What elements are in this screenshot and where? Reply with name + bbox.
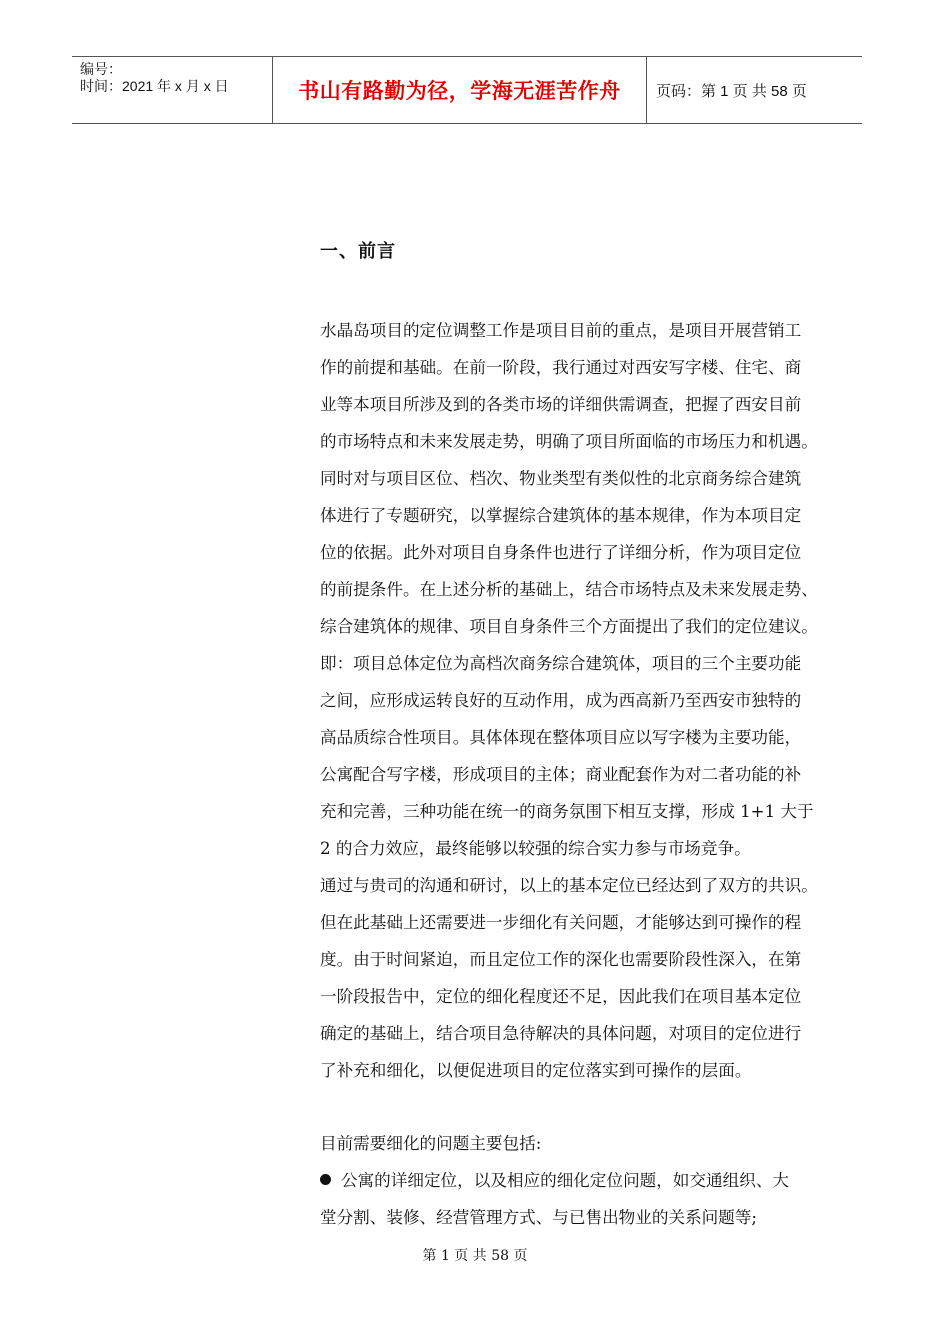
list-intro-text: 目前需要细化的问题主要包括: xyxy=(320,1134,542,1153)
paragraph-preface xyxy=(320,312,890,867)
document-time-label: 时间：2021 年 x 月 x 日 xyxy=(80,78,229,94)
bullet-icon xyxy=(320,1174,331,1185)
paragraph-line: 作的前提和基础。在前一阶段，我行通过对西安写字楼、住宅、商 xyxy=(320,358,802,377)
paragraph-line: 高品质综合性项目。具体体现在整体项目应以写字楼为主要功能， xyxy=(320,728,802,747)
paragraph-line: 通过与贵司的沟通和研讨，以上的基本定位已经达到了双方的共识。 xyxy=(320,876,818,895)
page-footer: 第 1 页 共 58 页 xyxy=(422,1248,528,1264)
paragraph-line: 但在此基础上还需要进一步细化有关问题，才能够达到可操作的程 xyxy=(320,913,802,932)
section-heading: 一、前言 xyxy=(320,241,396,262)
page-header xyxy=(72,56,862,124)
paragraph-line: 充和完善，三种功能在统一的商务氛围下相互支撑，形成 1+1 大于 xyxy=(320,802,814,821)
paragraph-line: 体进行了专题研究，以掌握综合建筑体的基本规律，作为本项目定 xyxy=(320,506,802,525)
list-intro xyxy=(320,1125,890,1236)
paragraph-line: 确定的基础上，结合项目急待解决的具体问题，对项目的定位进行 xyxy=(320,1024,802,1043)
paragraph-line: 公寓配合写字楼，形成项目的主体；商业配套作为对二者功能的补 xyxy=(320,765,802,784)
paragraph-line: 即：项目总体定位为高档次商务综合建筑体，项目的三个主要功能 xyxy=(320,654,802,673)
paragraph-line: 业等本项目所涉及到的各类市场的详细供需调查，把握了西安目前 xyxy=(320,395,802,414)
header-page-info: 页码：第 1 页 共 58 页 xyxy=(656,82,807,100)
paragraph-line: 的市场特点和未来发展走势，明确了项目所面临的市场压力和机遇。 xyxy=(320,432,818,451)
paragraph-line: 了补充和细化，以便促进项目的定位落实到可操作的层面。 xyxy=(320,1061,752,1080)
paragraph-line: 一阶段报告中，定位的细化程度还不足，因此我们在项目基本定位 xyxy=(320,987,802,1006)
list-item-continuation: 堂分割、装修、经营管理方式、与已售出物业的关系问题等; xyxy=(320,1208,758,1227)
document-body xyxy=(320,234,890,1236)
paragraph-line: 位的依据。此外对项目自身条件也进行了详细分析，作为项目定位 xyxy=(320,543,802,562)
header-meta-cell xyxy=(72,57,273,123)
paragraph-line: 水晶岛项目的定位调整工作是项目目前的重点，是项目开展营销工 xyxy=(320,321,802,340)
header-motto: 书山有路勤为径，学海无涯苦作舟 xyxy=(273,57,647,123)
paragraph-line: 的前提条件。在上述分析的基础上，结合市场特点及未来发展走势、 xyxy=(320,580,818,599)
list-item-text: 公寓的详细定位，以及相应的细化定位问题，如交通组织、大 xyxy=(341,1171,790,1190)
paragraph-line: 综合建筑体的规律、项目自身条件三个方面提出了我们的定位建议。 xyxy=(320,617,818,636)
paragraph-line: 之间，应形成运转良好的互动作用，成为西高新乃至西安市独特的 xyxy=(320,691,802,710)
paragraph-line: 2 的合力效应，最终能够以较强的综合实力参与市场竞争。 xyxy=(320,839,751,858)
paragraph-line: 度。由于时间紧迫，而且定位工作的深化也需要阶段性深入，在第 xyxy=(320,950,802,969)
list-item xyxy=(320,1162,890,1199)
paragraph-consensus xyxy=(320,867,890,1089)
paragraph-line: 同时对与项目区位、档次、物业类型有类似性的北京商务综合建筑 xyxy=(320,469,802,488)
document-number-label: 编号： xyxy=(80,61,122,77)
